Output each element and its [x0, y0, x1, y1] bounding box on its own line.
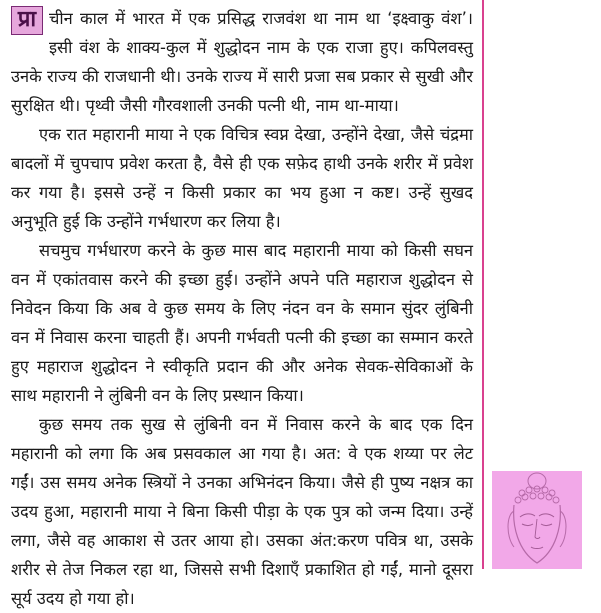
paragraph-2: एक रात महारानी माया ने एक विचित्र स्वप्न देखा, उन्होंने देखा, जैसे चंद्रमा बादलों में चुपचाप प्रवेश करता है, वैसे ही एक सफ़ेद हाथी उनके शरीर में प्रवेश कर गया है। इससे उन्हें न किसी प्रकार का भय हुआ न कष्ट। उन्हें सुखद अनुभूति हुई कि उन्होंने गर्भधारण कर लिया है।: [11, 125, 473, 231]
paragraph-1: [11, 4, 473, 120]
body-text: [11, 4, 473, 608]
margin-rule: [482, 0, 484, 569]
paragraph-4: कुछ समय तक सुख से लुंबिनी वन में निवास करने के बाद एक दिन महारानी को लगा कि अब प्रसवकाल आ गया है। अत: वे एक शय्या पर लेट गईं। उस समय अनेक स्त्रियों ने उनका अभिनंदन किया। जैसे ही पुष्य नक्षत्र का उदय हुआ, महारानी माया ने बिना किसी पीड़ा के एक पुत्र को जन्म दिया। उन्हें लगा, जैसे वह आकाश से उतर आया हो। उसका अंत:करण पवित्र था, उसके शरीर से तेज निकल रहा था, जिससे सभी दिशाएँ प्रकाशित हो गईं, मानो दूसरा सूर्य उदय हो गया हो।: [11, 415, 473, 608]
buddha-head-icon: [492, 471, 582, 569]
drop-cap: प्रा: [11, 6, 43, 35]
buddha-illustration: [492, 471, 582, 569]
paragraph-3: सचमुच गर्भधारण करने के कुछ मास बाद महारानी माया को किसी सघन वन में एकांतवास करने की इच्छा हुई। उन्होंने अपने पति महाराज शुद्धोदन से निवेदन किया कि अब वे कुछ समय के लिए नंदन वन के समान सुंदर लुंबिनी वन में निवास करना चाहती हैं। अपनी गर्भवती पत्नी की इच्छा का सम्मान करते हुए महाराज शुद्धोदन ने स्वीकृति प्रदान की और अनेक सेवक-सेविकाओं के साथ महारानी ने लुंबिनी वन के लिए प्रस्थान किया।: [11, 241, 473, 405]
paragraph-1-text: चीन काल में भारत में एक प्रसिद्ध राजवंश था नाम था ‘इक्ष्वाकु वंश’। इसी वंश के शाक्य-कुल में शुद्धोदन नाम के एक राजा हुए। कपिलवस्तु उनके राज्य की राजधानी थी। उनके राज्य में सारी प्रजा सब प्रकार से सुखी और सुरक्षित थी। पृथ्वी जैसी गौरवशाली उनकी पत्नी थी, नाम था-माया।: [11, 9, 473, 115]
